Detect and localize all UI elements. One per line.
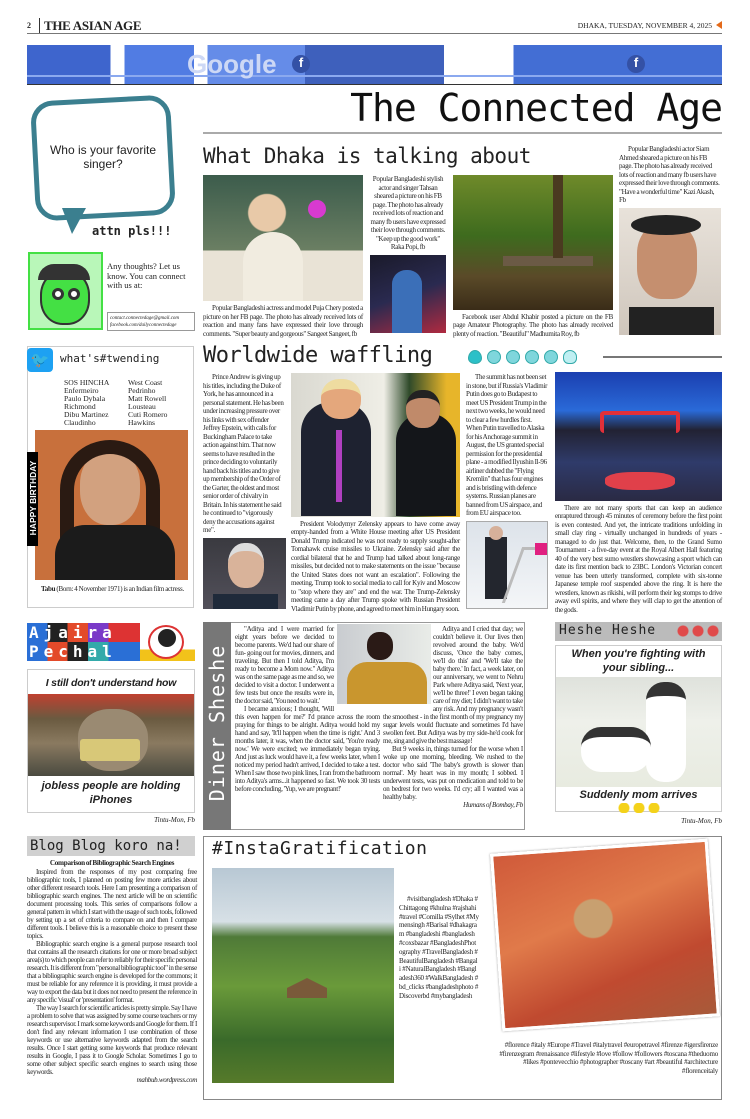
sunglasses-face-icon — [487, 350, 501, 364]
ajaira-mascot — [140, 623, 195, 661]
heshe-header: Heshe Heshe — [555, 622, 722, 641]
summit-column — [466, 373, 548, 609]
siam-column — [619, 145, 721, 335]
heshe-credit: Tintu-Mon, Fb — [681, 817, 722, 825]
laughing-face-icons — [618, 803, 660, 813]
puja-column — [203, 175, 363, 338]
diner-col-right: Aditya and I cried that day; we couldn't believe it. Our lives then revolved around the baby. We'd discuss, 'Once the baby comes, we'll do this' and 'We'll take the baby there.' In fact, a week later, on our anniversary, we went to Nehru Park where Aditya said, 'Next year, we'll be three!' I even began taking care of my diet; I didn't want to take any risk. And my pregnancy wasn't the smoothest - in the first month of my pregnancy my sugar levels would fluctuate and sometimes I'd have swollen feet. But Aditya was by my side-he'd cook for me, sing and give the best massage! But 9 weeks in, things turned for the worse when I woke up one morning, bleeding. We rushed to the doctor who said 'The baby's growth is slower than normal'. My heart was in my mouth; I sobbed. I underwent tests, was put on medication and told to be on bedrest for two weeks. I'd cry; all I wanted was a healthy baby. Humans of Bombay, Fb — [383, 625, 523, 809]
tahsan-column — [370, 175, 446, 333]
ajaira-meme: I still don't understand how jobless people are holding iPhones — [27, 669, 195, 813]
blog-article: Comparison of Bibliographic Search Engines Inspired from the responses of my post comparing free bibliographic tools, I planned on posting few more articles about other different research tools. Here I am presenting a comparison of bibliographic search engines. The next article will be on scientific document processing tools. This series of comparisons follow a general pattern in which I start with the usage of such tools, followed by setting up a set of criteria to compare on and then I compare different tools. I believe this is a reasonable choice to present these topics. Bibliographic search engine is a general purpose research tool that contains all the research citations for one or more broad subject area(s) to which people can refer to reliably for their specific personal research. It is different from "personal bibliographic tool" in the sense that a bibliographic search engine is developed for the commons; it must be reliable for any reference it is providing, it must provide a way to export the data but it does not need to present the reference in any specific 'visual' or 'presentation' format. The way I search for scientific articles is pretty simple. Say I have a problem to solve that was assigned by some course teachers or my research supervisor. I mark some keywords and Google for them. If I don't find any relevant information I use combination of those keywords or use alternative keywords adapted from the search results. Once I start getting some keywords that produce relevant results in Google, I pass it to Google Scholar. Sometimes I go to some other subject specific search engines to search using those keywords. mahbub.wordpress.com — [27, 859, 197, 1084]
twitter-icon: 🐦 — [27, 348, 53, 372]
diner-title-bar: Diner Sheshe — [203, 622, 231, 830]
trend-item[interactable]: West Coast — [128, 378, 163, 387]
contact-email[interactable]: contact.connectedage@gmail.com — [110, 316, 180, 321]
issue-date: DHAKA, TUESDAY, NOVEMBER 4, 2025 — [577, 21, 712, 30]
andrew-photo — [203, 538, 286, 610]
poll-question: Who is your favorite singer? — [49, 143, 157, 171]
ajaira-logo: Ajaira Pechal — [27, 623, 140, 661]
zelensky-story: President Volodymyr Zelensky appears to have come away empty-handed from a White House meeting after US President Donald Trump indicated he was not ready to supply sought-after Tomahawk cruise missiles to Ukraine. Zelensky said after the cordial bilateral that he and Trump had talked about long-range missiles, but decided not to make statements on the issue "because the United States does not want an escalation". Following the meeting, Trump took to social media to call for Kyiv and Moscow to "stop where they are" and end the war. The Trump-Zelensky meeting came a day after Trump spoke with Russian President Vladimir Putin by phone, and agreed to meet him in Hungary soon. — [291, 519, 460, 613]
trend-item[interactable]: Matt Rowell — [128, 394, 167, 403]
divider — [27, 84, 722, 85]
world-title: Worldwide waffling — [203, 343, 433, 368]
sumo-story: There are not many sports that can keep an audience enraptured through 45 minutes of ceremony before the first point is even contested. And yet, the intricate traditions unfolding in small clay ring - virtually unchanged in hundreds of years - managed to do just that. Welcome, then, to the Grand Sumo Tournament - a five-day event at the Royal Albert Hall featuring 40 of the very best sumo wrestlers showcasing a sport which can date its first mention back to 23BC. London's Victorian concert venue has been utterly transformed, complete with six-tonne Japanese temple roof suspended above the ring. It is here the wrestlers, known as rikishi, will perform their leg stomps to drive away evil spirits, and where they will clap to get the attention of the gods. — [555, 503, 722, 614]
tabu-photo — [35, 430, 188, 580]
summit-story: The summit has not been set in stone, but if Russia's Vladimir Putin does go to Budapest to meet US President Trump in the next two weeks, he would need to clear a few hurdles first. When Putin travelled to Alaska for his Anchorage summit in August, the US granted special permission for the presidential plane - a modified Ilyushin Il-96 airliner dubbed the "Flying Kremlin" that has four engines and is bristling with defence systems. Russian planes are banned from US airspace, and from EU airspace too. — [466, 373, 548, 517]
facebook-icon: f — [292, 55, 310, 73]
avatar — [28, 252, 103, 330]
trend-item[interactable]: Claudinho — [64, 418, 96, 427]
trending-list-left — [64, 379, 109, 427]
bangladesh-photo — [212, 868, 394, 1083]
contact-box — [107, 312, 195, 331]
trend-item[interactable]: Paulo Dybala — [64, 394, 106, 403]
putin-photo — [466, 521, 548, 610]
trend-item[interactable]: Enfermeiro — [64, 386, 99, 395]
divider — [603, 356, 722, 358]
speech-bubble-tail — [62, 208, 86, 234]
insta-title: #InstaGratification — [212, 838, 428, 859]
diner-credit: Humans of Bombay, Fb — [463, 801, 523, 809]
cats-photo — [556, 677, 721, 787]
sumo-column — [555, 372, 722, 614]
divider — [27, 33, 722, 34]
section-title: The Connected Age — [350, 86, 722, 130]
trend-item[interactable]: Dibu Martinez — [64, 410, 109, 419]
trend-item[interactable]: Hawkins — [128, 418, 155, 427]
attn-label: attn pls!!! — [92, 224, 172, 238]
fire-icon — [563, 350, 577, 364]
puja-caption: Popular Bangladeshi actress and model Puja Chery posted a picture on her FB page. The photo has already received lots of reaction and many fans have expressed their love through comments. "Super beauty and gorgeous" Sangeet Sangeet, fb — [203, 304, 363, 338]
forest-caption: Facebook user Abdul Khabir posted a picture on the FB page Amateur Photography. The photo has already received plenty of reaction. "Beautiful" Madhumita Roy, fb — [453, 312, 613, 338]
heart-icon — [468, 350, 482, 364]
happy-birthday-label: HAPPY BIRTHDAY — [27, 452, 38, 546]
birthday-caption: Tabu (Born: 4 November 1971) is an Indian film actress. — [41, 585, 184, 593]
page-number: 2 — [27, 21, 31, 30]
trend-item[interactable]: Richmond — [64, 402, 96, 411]
trend-item[interactable]: Cuti Romero — [128, 410, 168, 419]
birthday-name: Tabu — [41, 585, 56, 593]
zelensky-column — [291, 373, 460, 613]
bangladesh-hashtags: #visitbangladesh #Dhaka #Chittagong #khulna #rajshahi #travel #Comilla #Sylhet #Mymensingh #Barisal #dhakagram #bangladeshi #bangladesh #coxsbazar #BangladeshPhotography #TravelBangladesh #BeautifulBangladesh #Bangali #NaturalBangladesh #Bangladesh360 #WalkBangladesh #bd_clicks #bangladeshphoto #Discoverbd #mybangladesh — [399, 895, 479, 1000]
blog-title: Blog Blog koro na! — [27, 836, 195, 856]
grimace-face-icon — [506, 350, 520, 364]
tahsan-photo — [370, 255, 446, 334]
trump-zelensky-photo — [291, 373, 460, 517]
blog-credit: mahbub.wordpress.com — [136, 1076, 197, 1084]
paper-logo: THE ASIAN AGE — [39, 18, 141, 34]
smile-face-icon — [544, 350, 558, 364]
emoji-row — [468, 348, 582, 366]
laughing-face-icons — [677, 625, 719, 637]
sumo-photo — [555, 372, 722, 501]
masthead — [27, 18, 722, 34]
arrow-left-icon — [716, 21, 722, 29]
siam-photo — [619, 208, 721, 336]
connect-text: Any thoughts? Let us know. You can connect with us at: — [107, 261, 186, 290]
puja-photo — [203, 175, 363, 301]
diner-col-left: "Aditya and I were married for eight years before we decided to become parents. We'd had our share of fun- going out for movies, dinners, and traveling. But then I told Aditya, I'm ready to become a Mom now." Aditya was on the same page as me and so, we decided to visit a doctor. I underwent a few tests but once the results were in, the doctor said, 'You need to wait.' I became anxious; I thought, 'Will this even happen for me?' I'd prance across the room praying for things to be alright. Aditya would hold my hand and say, 'It'll happen when the time is right.' And 3 months later, it was, when the doctor said, 'You're ready now.' We were excited; we immediately began trying. And just as luck would have it, a few weeks later, when I noticed my period hadn't arrived, I decided to take a test. When I saw those two pink lines, I ran from the bathroom into Aditya's arms...it happened so fast. We took 30 tests before concluding, 'Yup, we are pregnant!' — [235, 625, 380, 793]
florence-photo — [490, 839, 720, 1032]
divider — [203, 132, 722, 134]
heshe-meme: When you're fighting with your sibling... Suddenly mom arrives — [555, 645, 722, 812]
siam-caption: Popular Bangladeshi actor Siam Ahmed sheared a picture on his FB page. The photo has already received lots of reaction and many fb users have expressed their love through comments. "Have a wonderful time" Kazi Akash, Fb — [619, 145, 720, 204]
tahsan-caption: Popular Bangladeshi stylish actor and singer Tahsan sheared a picture on his FB page. The photo has already received lots of reaction and many fb users have expressed their love through comments. "Keep up the good work" Raka Popi, fb — [370, 175, 446, 251]
squirrel-photo — [28, 694, 194, 776]
andrew-column — [203, 373, 286, 609]
trend-item[interactable]: Pedrinho — [128, 386, 156, 395]
trending-list-right — [128, 379, 167, 427]
facebook-icon: f — [627, 55, 645, 73]
trending-title: what's#twending — [60, 352, 160, 365]
forest-column — [453, 175, 613, 338]
blog-headline: Comparison of Bibliographic Search Engines — [49, 859, 175, 867]
banner — [27, 45, 722, 84]
contact-facebook[interactable]: facebook.com/dailyconnectedage — [110, 323, 177, 328]
ajaira-credit: Tintu-Mon, Fb — [154, 816, 195, 824]
trend-item[interactable]: SOS HINCHA — [64, 378, 110, 387]
andrew-story: Prince Andrew is giving up his titles, including the Duke of York, he has announced in a personal statement. He has been under increasing pressure over his links with sex offender Jeffrey Epstein, with calls for Buckingham Palace to take action against him. That now seems to have resulted in the prince deciding to voluntarily hand back his titles and to give up membership of the Order of the Garter, the oldest and most senior order of chivalry in Britain. In his statement he said he continued to "vigorously deny the accusations against me". — [203, 373, 284, 534]
google-logo: Google — [187, 49, 277, 79]
wink-face-icon — [525, 350, 539, 364]
florence-hashtags: #florence #italy #Europe #Travel #italytravel #europetravel #firenze #igersfirenze #firenzegram #renaissance #lifestyle #love #follow #followers #toscana #theduomo #likes #pontevecchio #photographer #toscany #art #beautiful #architecture #florenceitaly — [499, 1041, 718, 1075]
trend-item[interactable]: Lousteau — [128, 402, 156, 411]
forest-photo — [453, 175, 613, 310]
dhaka-title: What Dhaka is talking about — [203, 144, 531, 168]
